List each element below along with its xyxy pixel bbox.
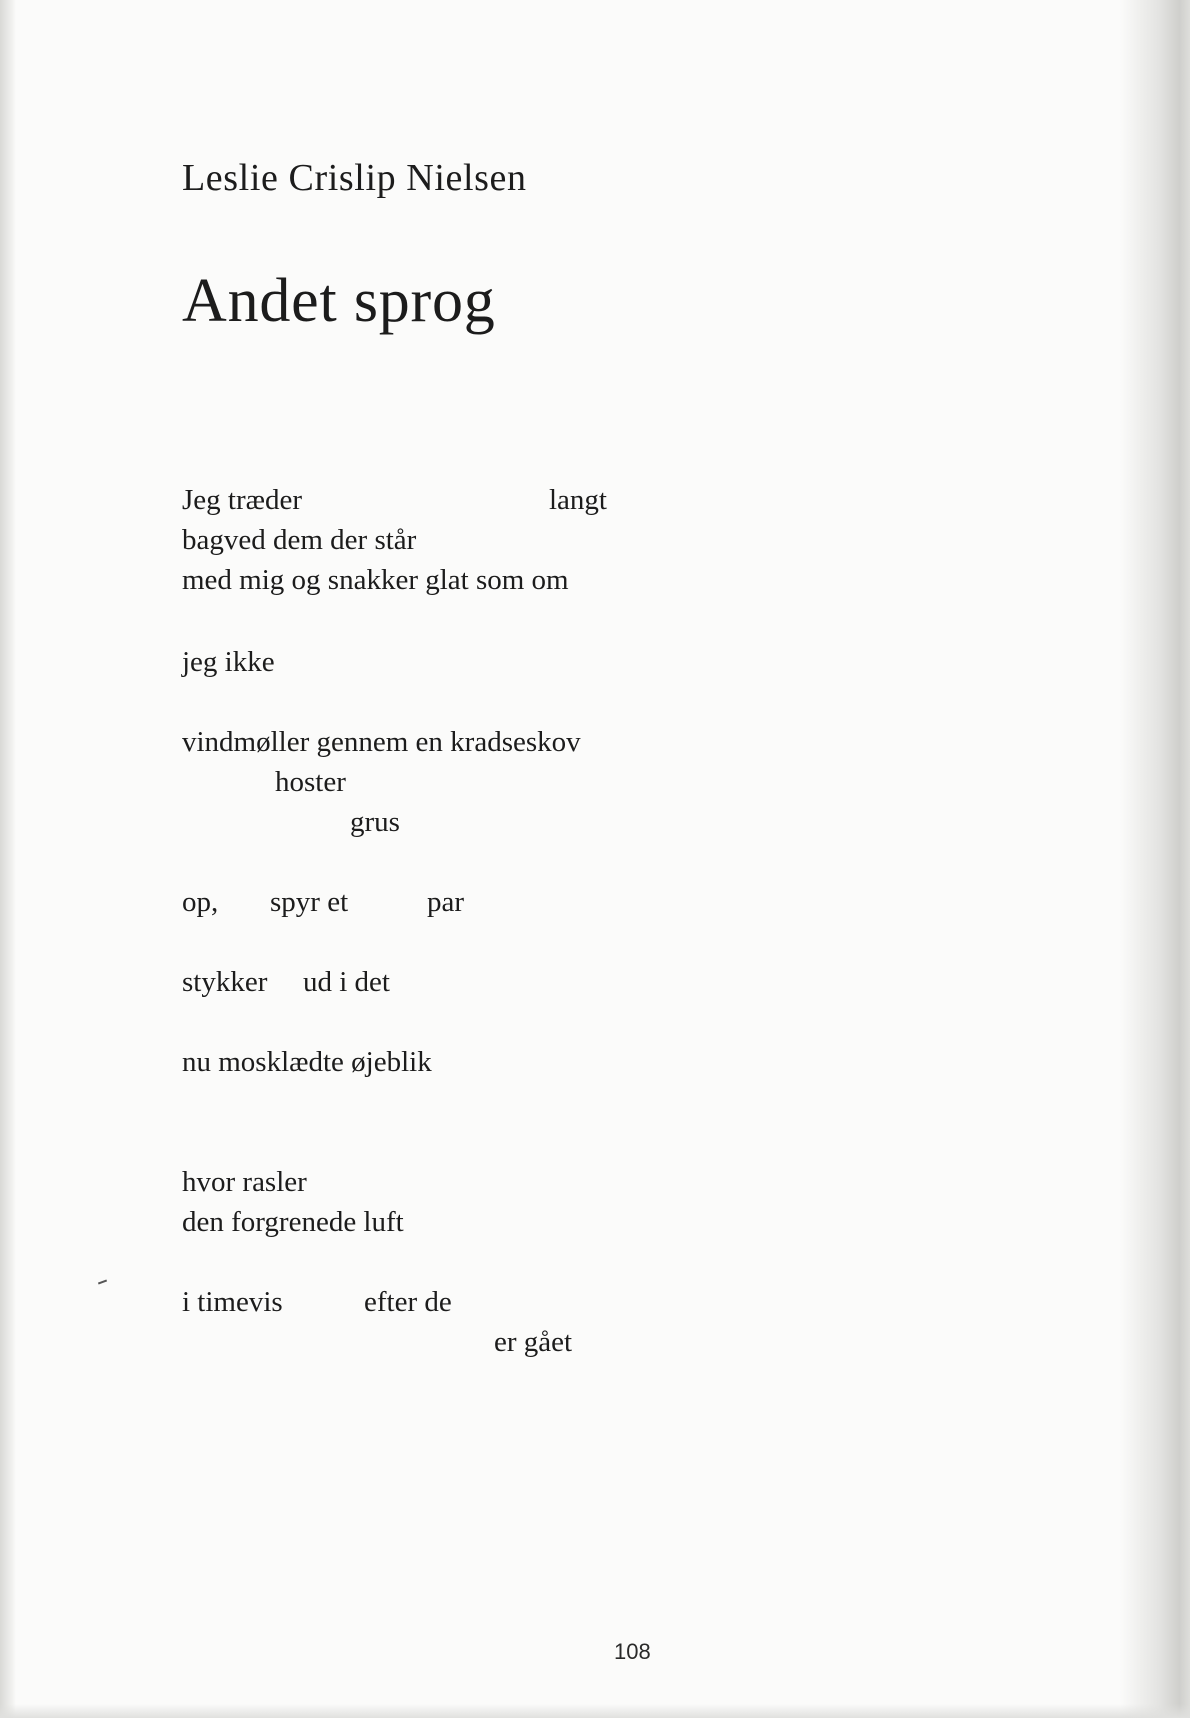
page-right-edge: [1120, 0, 1190, 1718]
poem-line: jeg ikke: [182, 646, 275, 678]
poem-word: efter de: [364, 1286, 452, 1318]
poem-word: op,: [182, 886, 219, 918]
page-bottom-edge: [0, 1704, 1190, 1718]
poem-word: stykker: [182, 966, 268, 998]
author-name: Leslie Crislip Nielsen: [182, 157, 527, 199]
poem-word: langt: [549, 484, 607, 516]
page-left-edge: [0, 0, 16, 1718]
poem-word: spyr et: [270, 886, 349, 918]
stray-mark: [98, 1280, 107, 1285]
poem-line: grus: [350, 806, 400, 838]
poem-word: i timevis: [182, 1286, 283, 1318]
poem-word: ud i det: [303, 966, 390, 998]
poem-line: med mig og snakker glat som om: [182, 564, 569, 596]
poem-line: Jeg træder: [182, 484, 302, 516]
poem-word: er gået: [494, 1326, 573, 1358]
poem-line: bagved dem der står: [182, 524, 417, 556]
poem-title: Andet sprog: [182, 267, 496, 335]
poem-line: hoster: [275, 766, 346, 798]
poem-line: hvor rasler: [182, 1166, 307, 1198]
page-number: 108: [614, 1639, 651, 1664]
poem-line: vindmøller gennem en kradseskov: [182, 726, 581, 758]
poem-line: den forgrenede luft: [182, 1206, 404, 1238]
poem-line: nu mosklædte øjeblik: [182, 1046, 432, 1078]
poem-word: par: [427, 886, 465, 918]
